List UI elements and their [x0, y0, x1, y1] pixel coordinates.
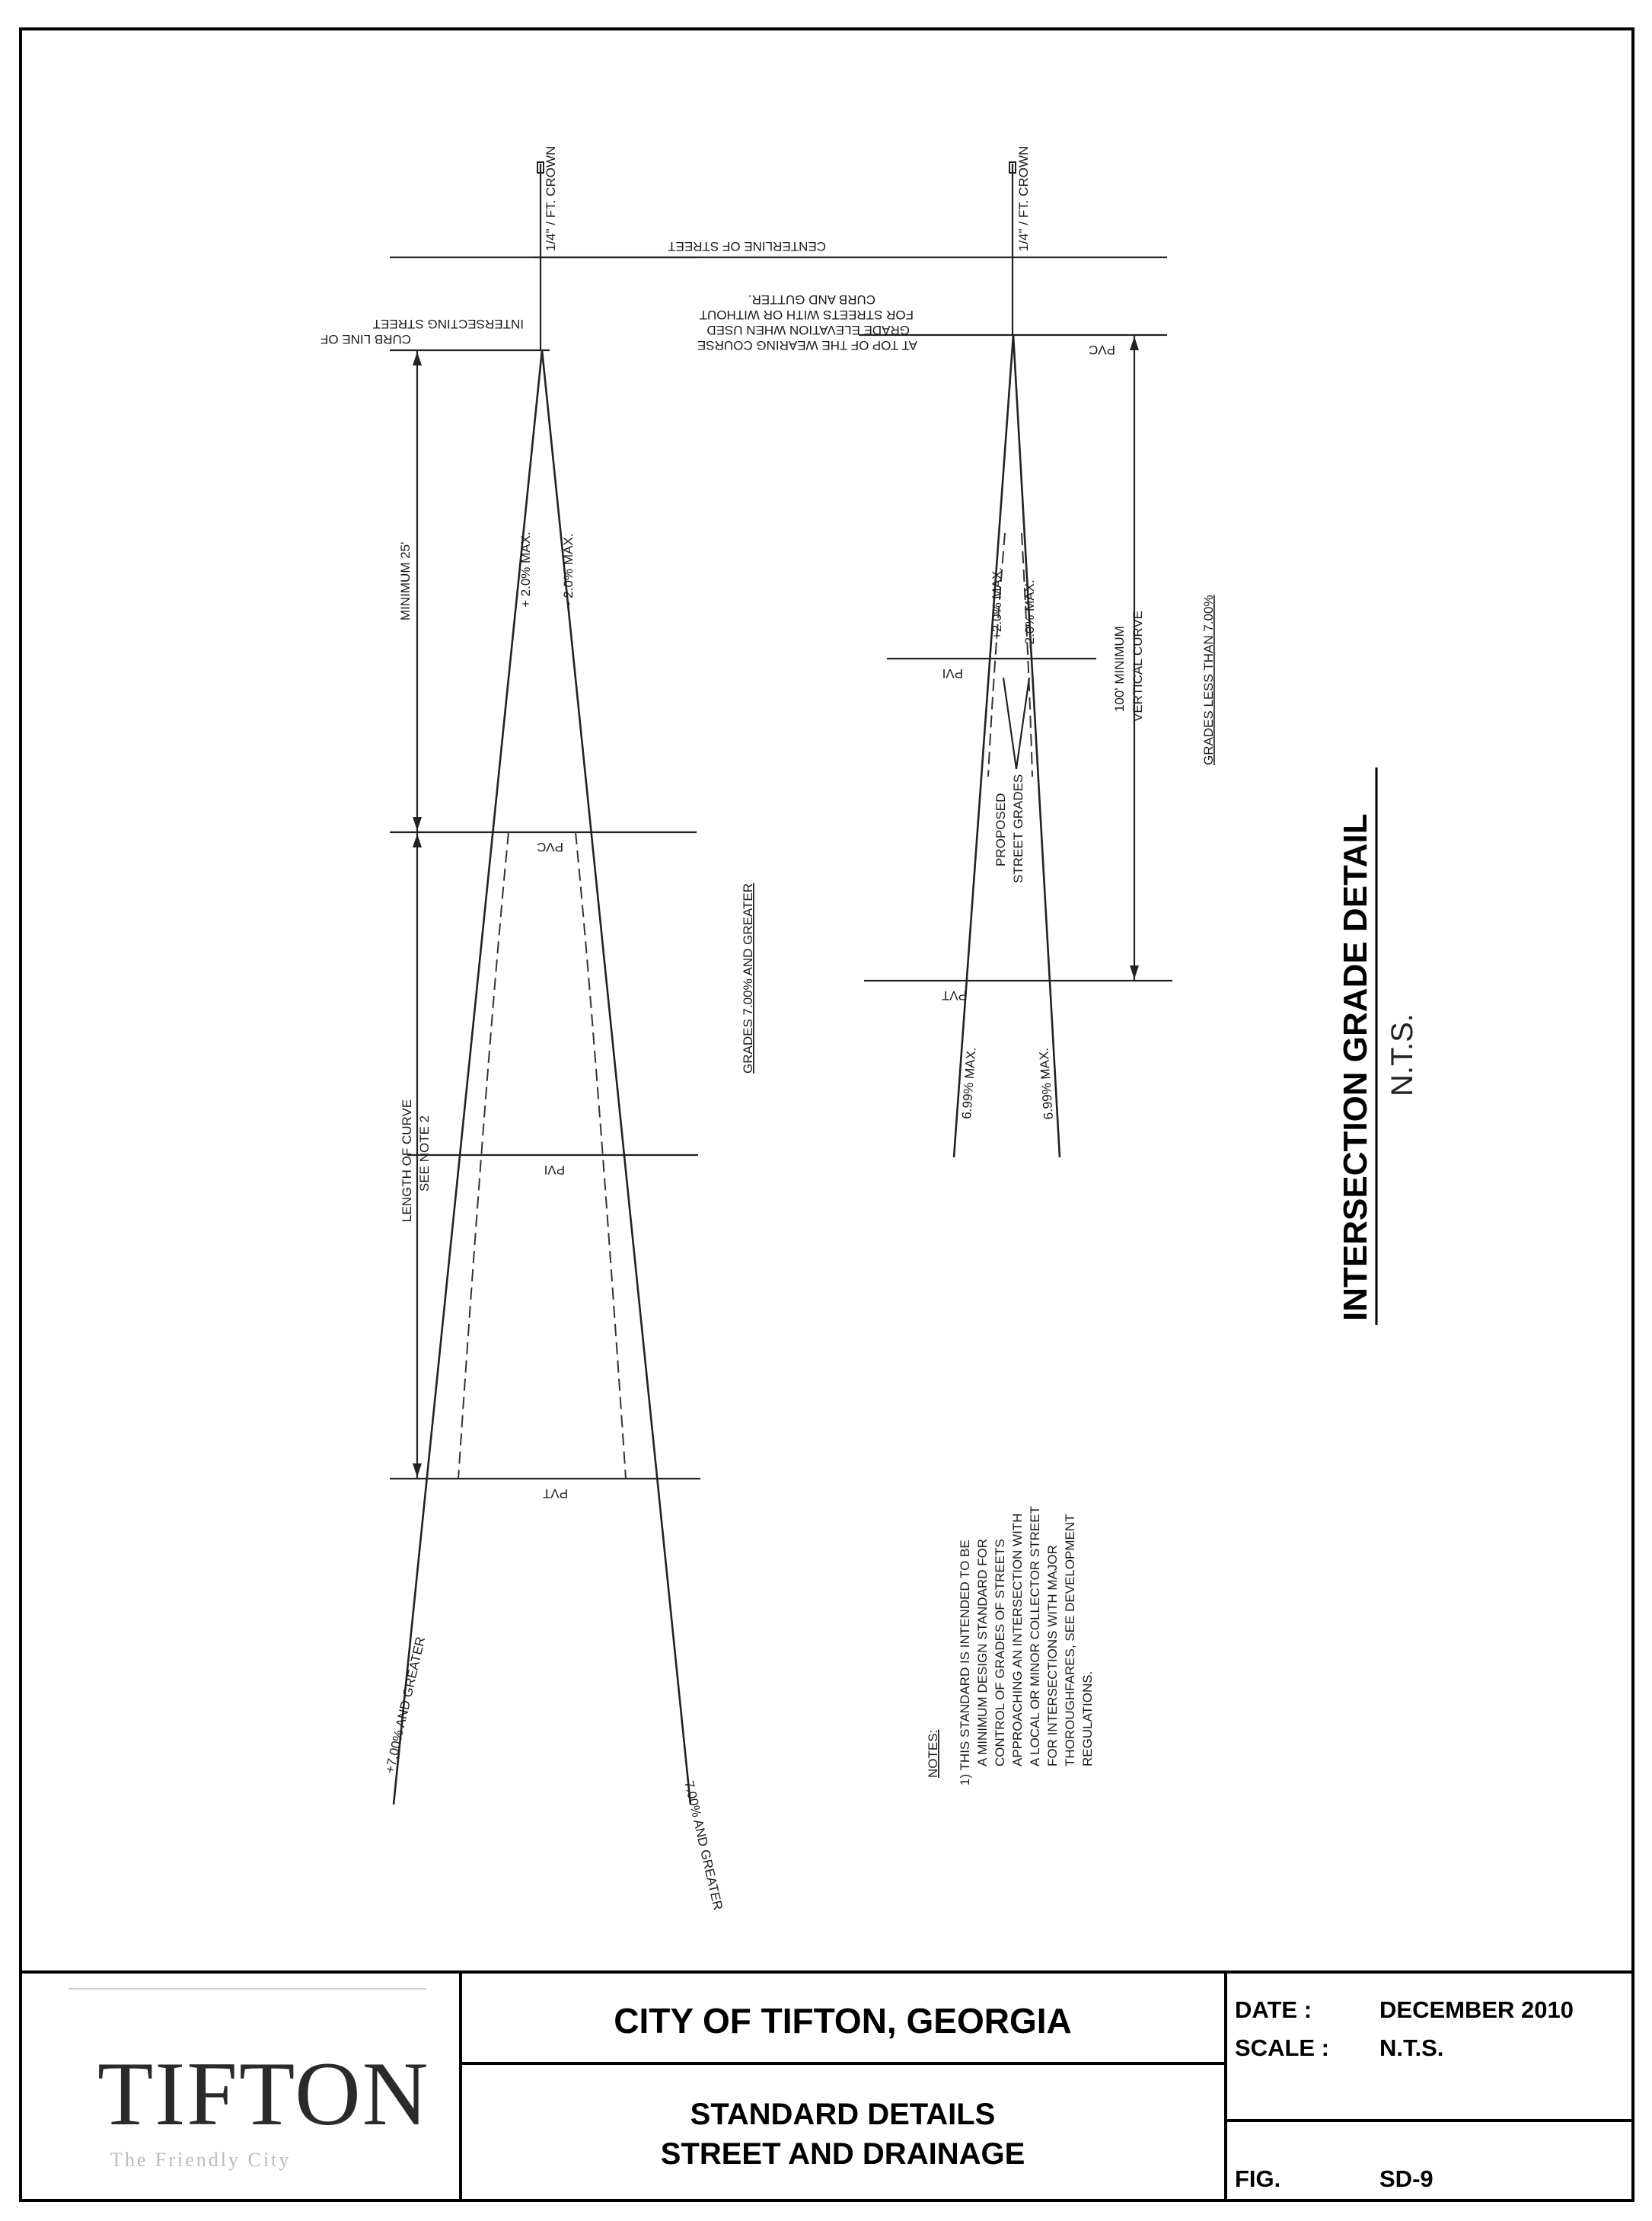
date-value: DECEMBER 2010	[1379, 1996, 1574, 2023]
tifton-logo: TIFTON	[97, 2043, 430, 2144]
dim-arrow	[1130, 965, 1139, 979]
wearing-course-label-1: AT TOP OF THE WEARING COURSE	[697, 338, 917, 353]
notes-line-4: APPROACHING AN INTERSECTION WITH	[1010, 1513, 1025, 1766]
tifton-tagline: The Friendly City	[110, 2149, 292, 2171]
right-grade-plus-label: +2.0% MAX.	[990, 567, 1004, 640]
notes-line-1: 1) THIS STANDARD IS INTENDED TO BE	[958, 1540, 972, 1785]
title-block	[21, 1972, 1633, 2200]
proposed-grade-marker	[1003, 678, 1029, 769]
right-group-label: GRADES LESS THAN 7.00%	[1201, 595, 1216, 765]
right-pvt-label: PVT	[941, 988, 967, 1003]
wearing-course-label-2: GRADE ELEVATION WHEN USED	[706, 323, 910, 337]
dim-arrow	[413, 834, 422, 847]
detail-title: INTERSECTION GRADE DETAIL	[1337, 813, 1374, 1321]
dim-arrow	[413, 817, 422, 831]
proposed-label-1: PROPOSED	[993, 793, 1008, 866]
notes-block	[926, 1506, 1095, 1785]
right-grade-minus-label: -2.0% MAX.	[1022, 579, 1037, 649]
proposed-label-2: STREET GRADES	[1011, 774, 1025, 883]
left-crown-label: 1/4" / FT. CROWN	[544, 145, 558, 251]
notes-line-5: A LOCAL OR MINOR COLLECTOR STREET	[1028, 1506, 1042, 1766]
left-curb-label-2: INTERSECTING STREET	[372, 317, 524, 331]
left-length-curve-label-2: SEE NOTE 2	[417, 1115, 432, 1192]
left-grade-minus-label: - 2.0% MAX.	[561, 533, 576, 606]
left-steep-minus-label: -7.00% AND GREATER	[681, 1775, 726, 1912]
left-pvi-label: PVI	[544, 1163, 565, 1177]
fig-value: SD-9	[1379, 2165, 1434, 2192]
standard-details-line-1: STANDARD DETAILS	[690, 2098, 996, 2131]
dim-arrow	[413, 1463, 422, 1477]
scale-label: SCALE :	[1235, 2034, 1329, 2061]
vertical-curve-label-2: VERTICAL CURVE	[1131, 610, 1145, 722]
notes-line-7: THOROUGHFARES, SEE DEVELOPMENT	[1063, 1514, 1077, 1766]
notes-line-2: A MINIMUM DESIGN STANDARD FOR	[975, 1538, 990, 1766]
left-group-label: GRADES 7.00% AND GREATER	[741, 882, 755, 1074]
sheet-border	[21, 29, 1633, 2200]
left-steep-plus-label: +7.00% AND GREATER	[382, 1635, 429, 1775]
dim-arrow	[1130, 337, 1139, 350]
left-minimum-label: MINIMUM 25'	[398, 541, 413, 621]
scale-value: N.T.S.	[1379, 2034, 1444, 2061]
date-label: DATE :	[1235, 1996, 1312, 2023]
notes-heading: NOTES:	[926, 1729, 940, 1778]
left-grade-plus-label: + 2.0% MAX.	[518, 531, 533, 608]
left-curb-label-1: CURB LINE OF	[320, 332, 411, 346]
wearing-course-label-4: CURB AND GUTTER.	[748, 292, 875, 307]
detail-scale: N.T.S.	[1386, 1013, 1419, 1096]
wearing-course-label-3: FOR STREETS WITH OR WITHOUT	[699, 308, 914, 322]
detail-title-group	[1337, 767, 1419, 1325]
notes-line-8: REGULATIONS.	[1080, 1671, 1095, 1766]
city-name: CITY OF TIFTON, GEORGIA	[614, 2001, 1072, 2041]
left-detail	[321, 146, 755, 1912]
centerline-label: CENTERLINE OF STREET	[668, 239, 826, 254]
right-crown-label: 1/4" / FT. CROWN	[1016, 145, 1031, 251]
right-detail	[533, 146, 1216, 1157]
notes-line-6: FOR INTERSECTIONS WITH MAJOR	[1045, 1545, 1060, 1766]
right-grade-line-a	[954, 335, 1013, 1157]
fig-label: FIG.	[1235, 2165, 1281, 2192]
notes-line-3: CONTROL OF GRADES OF STREETS	[993, 1539, 1007, 1766]
dim-arrow	[413, 352, 422, 365]
left-pvc-label: PVC	[537, 840, 563, 854]
left-length-curve-label-1: LENGTH OF CURVE	[400, 1099, 414, 1222]
right-pvi-label: PVI	[942, 666, 963, 681]
max-right-label: 6.99% MAX.	[1036, 1047, 1056, 1121]
max-left-label: 6.99% MAX.	[959, 1046, 979, 1120]
left-pvt-label: PVT	[542, 1486, 568, 1501]
vertical-curve-label-1: 100' MINIMUM	[1112, 626, 1127, 712]
standard-details-line-2: STREET AND DRAINAGE	[660, 2137, 1025, 2171]
right-pvc-label: PVC	[1089, 343, 1115, 357]
